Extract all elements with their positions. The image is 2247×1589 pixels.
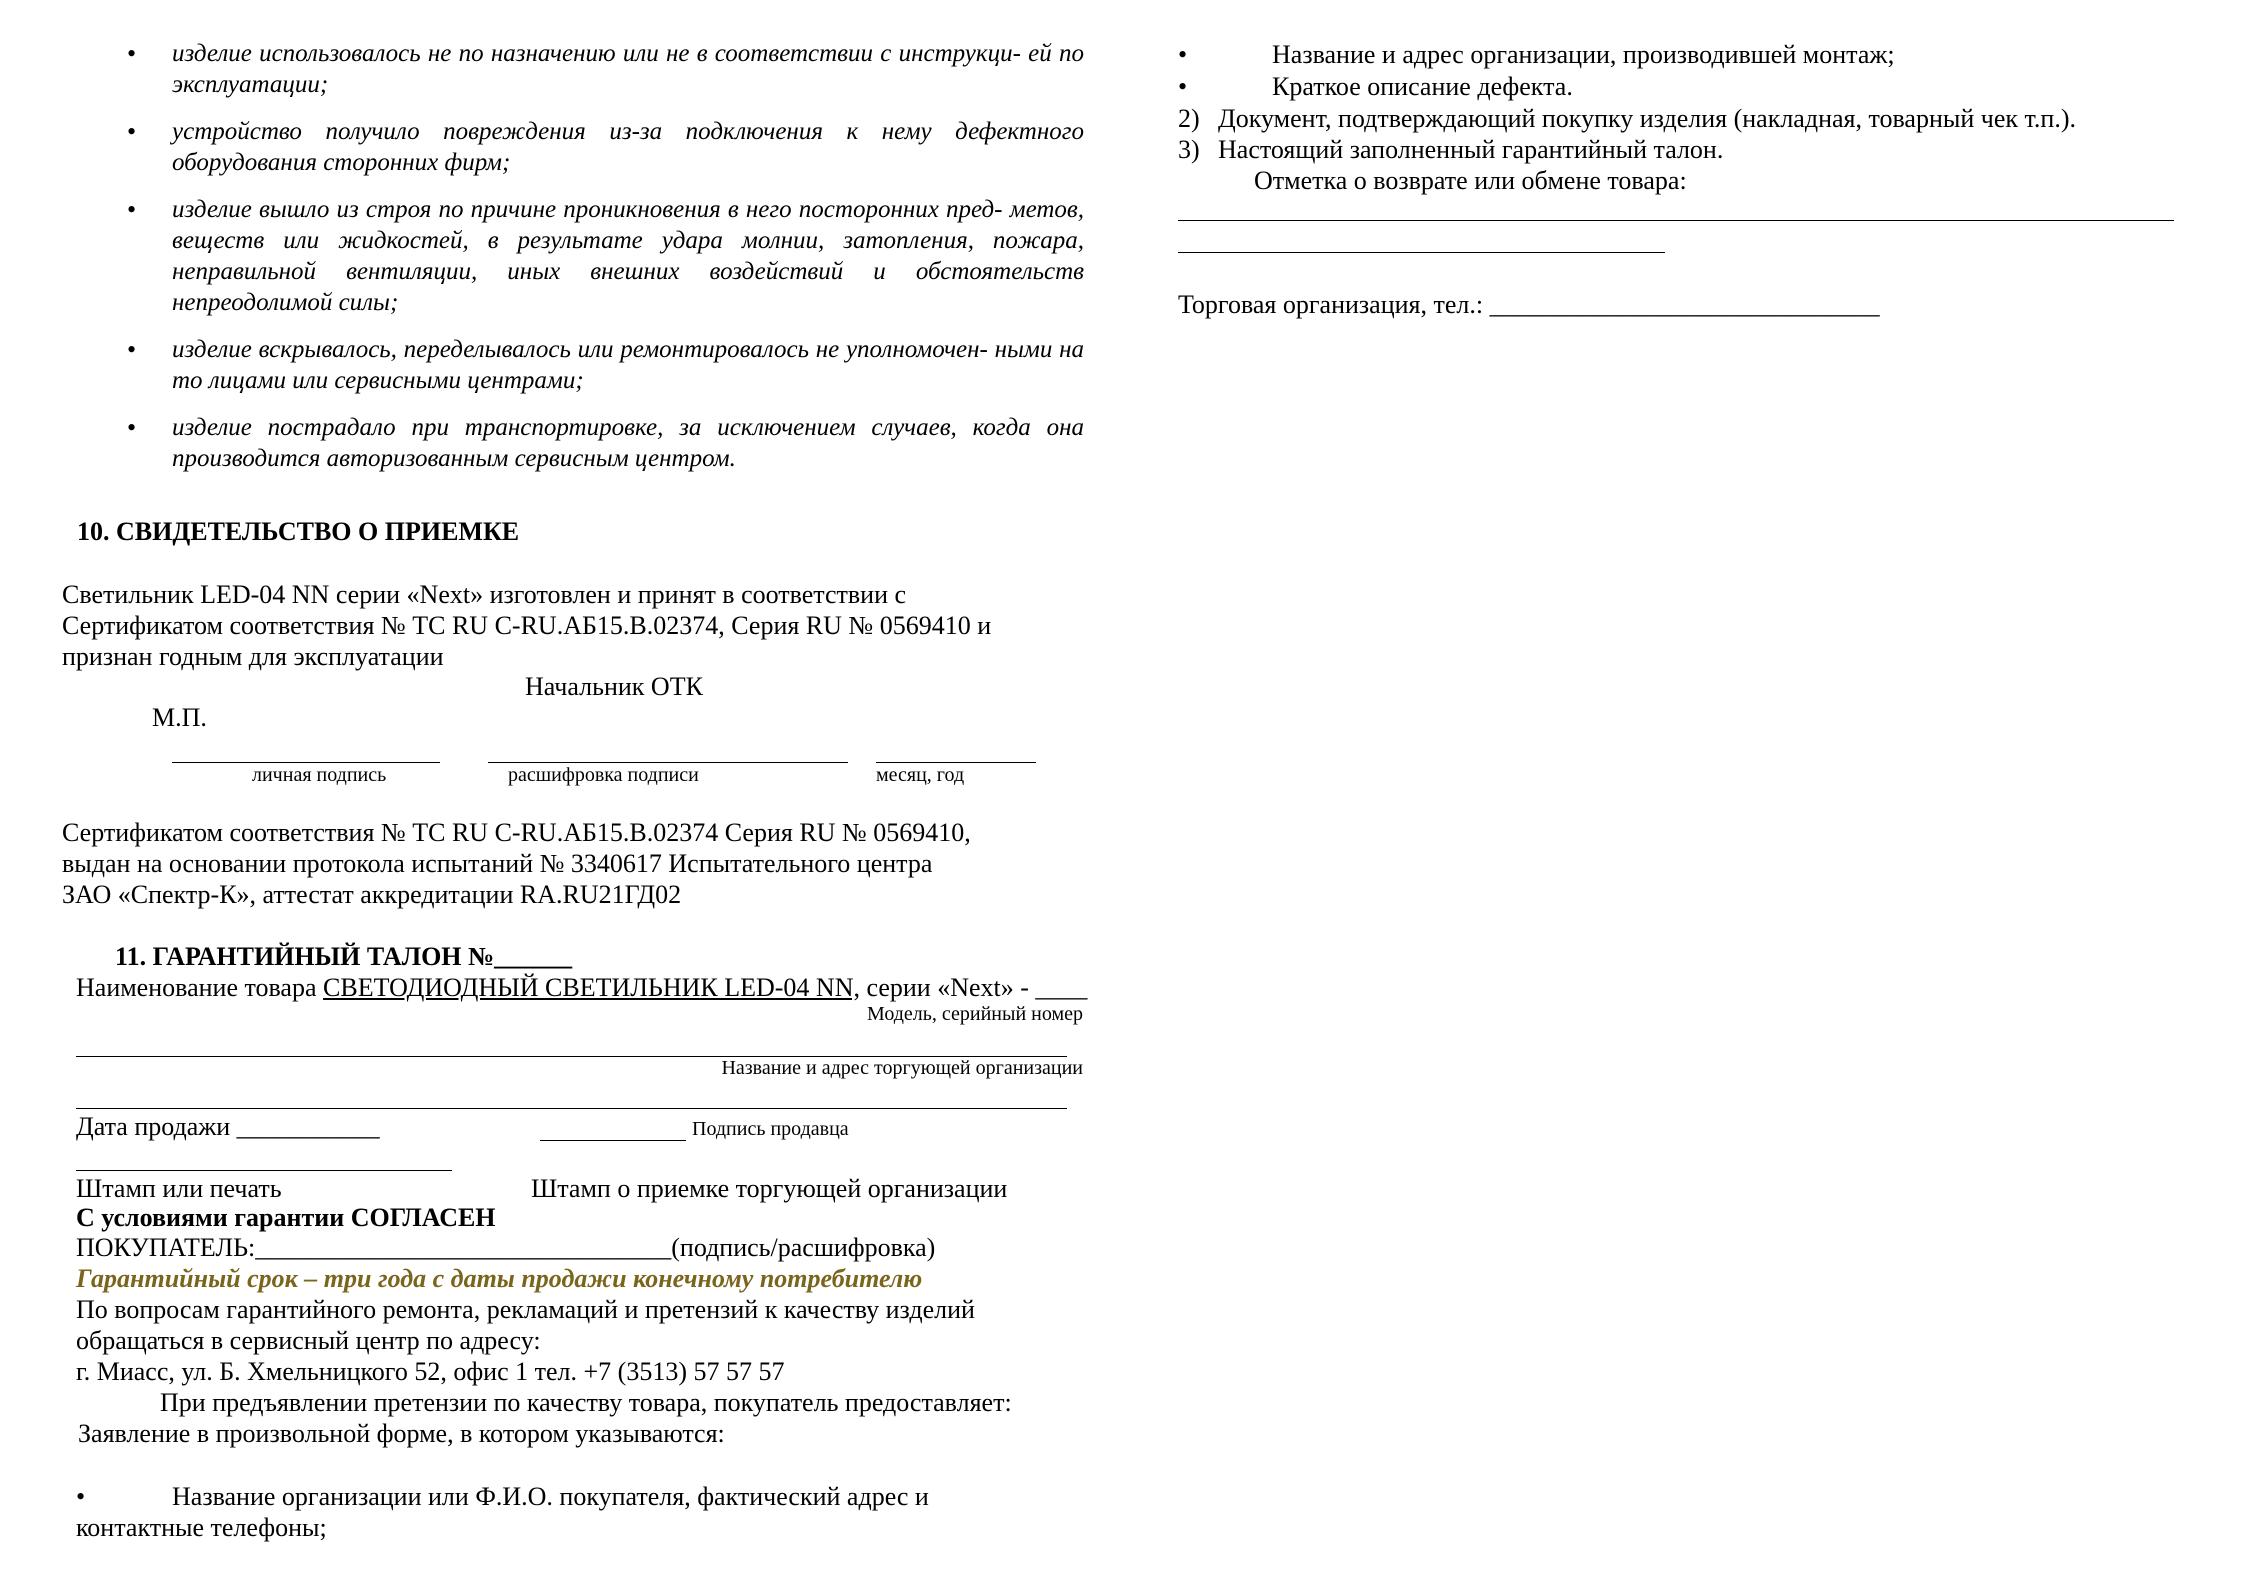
stamp-place-label: М.П.	[152, 703, 207, 732]
bullet-icon: •	[127, 117, 137, 146]
service-address: г. Миасс, ул. Б. Хмельницкого 52, офис 1 тел. +7 (3513) 57 57 57	[76, 1357, 785, 1386]
statement-item-3: Краткое описание дефекта.	[1272, 72, 1573, 101]
otk-chief-label: Начальник ОТК	[525, 672, 703, 701]
exclusion-item-5: изделие пострадало при транспортировке, за исключением случаев, когда она производится авторизованным сервисным центром.	[172, 414, 1084, 472]
bullet-icon: •	[127, 413, 137, 442]
seller-signature-caption: Подпись продавца	[692, 1118, 849, 1140]
return-mark-line-1	[1178, 220, 2174, 221]
return-mark-line-2	[1178, 252, 1665, 253]
certificate-line-1: Сертификатом соответствия № ТС RU C-RU.АБ15.В.02374 Серия RU № 0569410,	[62, 818, 971, 847]
certificate-line-3: ЗАО «Спектр-К», аттестат аккредитации RA.RU21ГД02	[62, 880, 682, 909]
stamp-label: Штамп или печать	[76, 1174, 282, 1203]
model-serial-caption: Модель, серийный номер	[867, 1003, 1083, 1025]
statement-item-2: Название и адрес организации, производившей монтаж;	[1272, 40, 1895, 69]
warranty-term: Гарантийный срок – три года с даты продажи конечному потребителю	[76, 1264, 923, 1293]
certificate-line-2: выдан на основании протокола испытаний № 3340617 Испытательного центра	[62, 849, 933, 878]
warranty-agree: С условиями гарантии СОГЛАСЕН	[76, 1203, 496, 1232]
bullet-icon: •	[1178, 72, 1188, 101]
exclusion-item-2: устройство получило повреждения из-за подключения к нему дефектного оборудования сторонних фирм;	[172, 118, 1084, 176]
seller-signature-line	[540, 1140, 686, 1141]
section-11-title: 11. ГАРАНТИЙНЫЙ ТАЛОН №______	[115, 942, 573, 971]
bullet-icon: •	[76, 1482, 86, 1511]
acceptance-line-3: признан годным для эксплуатации	[62, 642, 444, 671]
return-mark-label: Отметка о возврате или обмене товара:	[1254, 166, 1687, 195]
bullet-icon: •	[127, 195, 137, 224]
product-name-value: СВЕТОДИОДНЫЙ СВЕТИЛЬНИК LED-04 NN,	[323, 973, 860, 1002]
trade-org-line-2	[76, 1108, 1067, 1109]
bullet-icon: •	[1178, 40, 1188, 69]
buyer-signature: ПОКУПАТЕЛЬ:________________________________(подпись/расшифровка)	[76, 1233, 936, 1262]
month-year-caption: месяц, год	[876, 764, 965, 786]
exclusion-item-4: изделие вскрывалось, переделывалось или ремонтировалось не уполномочен- ными на то лицами или сервисными центрами;	[172, 336, 1084, 394]
personal-signature-caption: личная подпись	[252, 764, 387, 786]
stamp-line	[76, 1170, 452, 1171]
acceptance-line-1: Светильник LED-04 NN серии «Next» изготовлен и принят в соответствии с	[62, 580, 907, 609]
product-series: серии «Next» - ____	[860, 973, 1088, 1002]
trade-org-caption: Название и адрес торгующей организации	[721, 1057, 1083, 1079]
numbered-marker-3: 3)	[1178, 135, 1200, 164]
statement-intro: Заявление в произвольной форме, в котором указываются:	[78, 1419, 725, 1448]
trade-org-phone: Торговая организация, тел.: ______________________________	[1178, 290, 1880, 319]
statement-item-1-cont: контактные телефоны;	[76, 1513, 327, 1542]
signature-decode-caption: расшифровка подписи	[508, 764, 699, 786]
bullet-icon: •	[127, 39, 137, 68]
claim-intro: При предъявлении претензии по качеству товара, покупатель предоставляет:	[160, 1388, 1012, 1417]
numbered-marker-2: 2)	[1178, 104, 1200, 133]
product-name-row	[76, 973, 1087, 1003]
statement-item-1: Название организации или Ф.И.О. покупателя, фактический адрес и	[172, 1482, 929, 1511]
exclusion-item-1: изделие использовалось не по назначению или не в соответствии с инструкци- ей по эксплуатации;	[172, 40, 1084, 98]
section-10-title: 10. СВИДЕТЕЛЬСТВО О ПРИЕМКЕ	[77, 517, 520, 546]
exclusion-item-3: изделие вышло из строя по причине проникновения в него посторонних пред- метов, веществ или жидкостей, в результате удара молнии, затопления, пожара, неправильной вентиляции, иных внешних воздействий и обстоятельств непреодолимой силы;	[172, 196, 1084, 316]
sale-date-label: Дата продажи ___________	[76, 1112, 380, 1141]
numbered-item-2: Документ, подтверждающий покупку изделия (накладная, товарный чек т.п.).	[1218, 104, 2076, 133]
numbered-item-3: Настоящий заполненный гарантийный талон.	[1218, 135, 1724, 164]
bullet-icon: •	[127, 335, 137, 364]
product-name-label: Наименование товара	[76, 973, 324, 1002]
store-stamp-label: Штамп о приемке торгующей организации	[531, 1174, 1008, 1203]
service-contact-line-1: По вопросам гарантийного ремонта, рекламаций и претензий к качеству изделий	[76, 1295, 975, 1324]
acceptance-line-2: Сертификатом соответствия № ТС RU C-RU.АБ15.В.02374, Серия RU № 0569410 и	[62, 611, 992, 640]
service-contact-line-2: обращаться в сервисный центр по адресу:	[76, 1326, 541, 1355]
